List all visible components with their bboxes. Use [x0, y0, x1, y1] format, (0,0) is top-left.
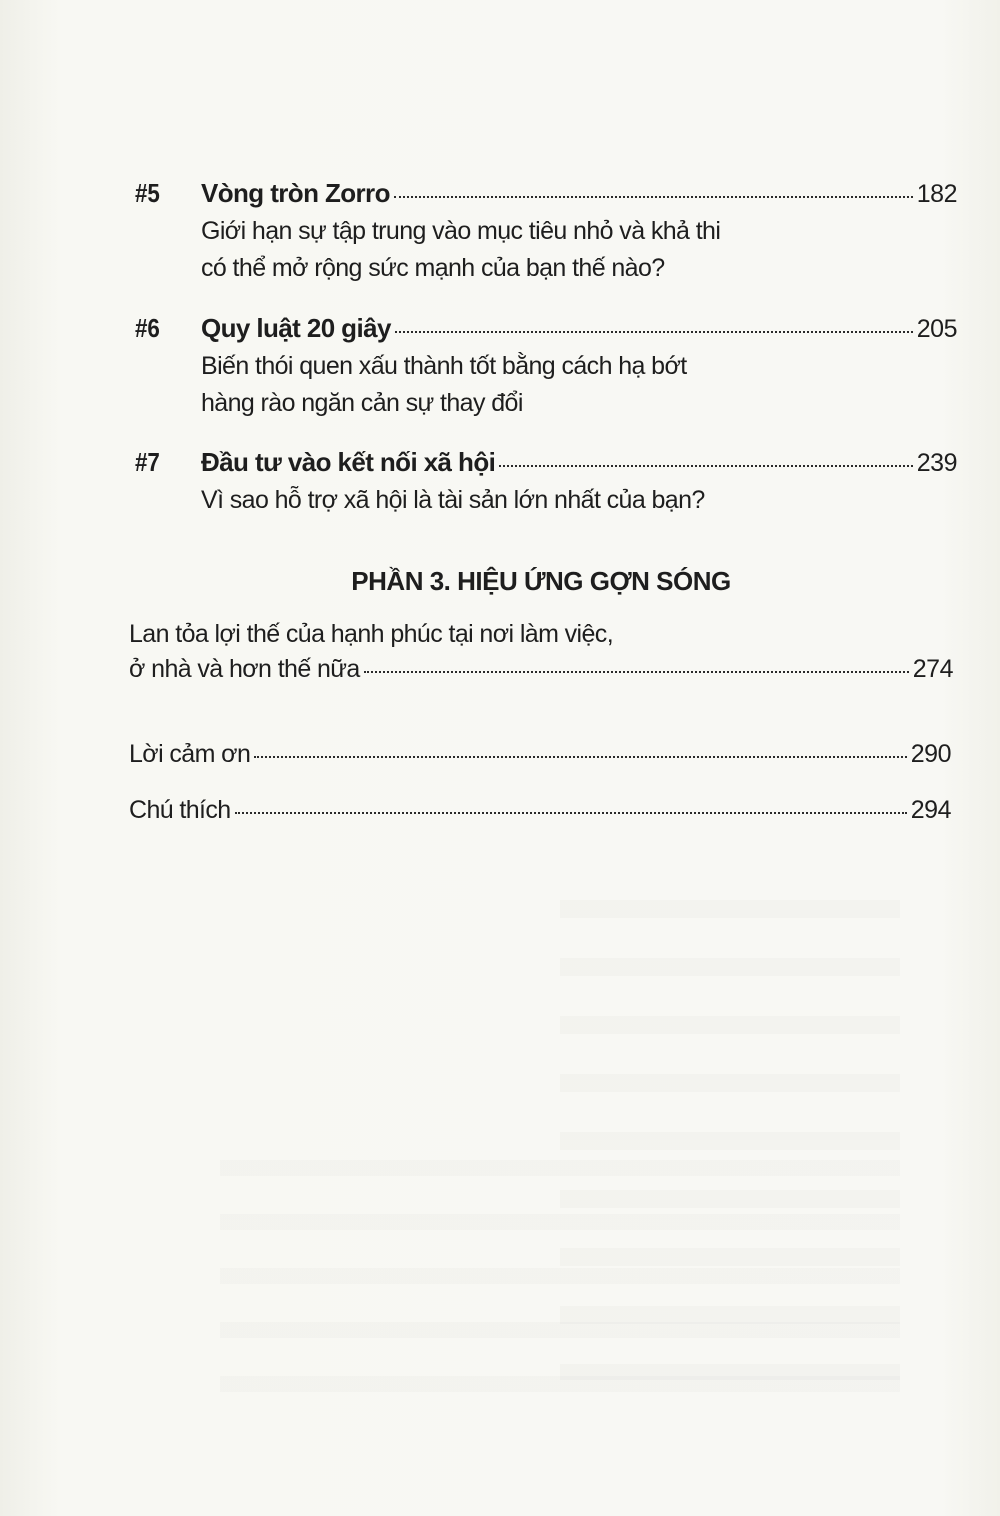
chapter-title: Đầu tư vào kết nối xã hội: [201, 447, 496, 477]
chapter-number: #7: [135, 447, 160, 477]
toc-entry-acknowledgements: [129, 740, 951, 769]
entry-title: Chú thích: [129, 796, 231, 824]
page-number: 182: [916, 180, 957, 208]
page-number: 294: [910, 796, 951, 824]
entry-title: Lời cảm ơn: [129, 740, 251, 768]
toc-entry-7: [135, 447, 957, 519]
dot-leader: [499, 465, 913, 467]
dot-leader: [395, 331, 913, 333]
toc-entry-5: [135, 178, 957, 287]
chapter-subtitle: [201, 482, 957, 519]
chapter-subtitle: [201, 213, 957, 287]
toc-entry-row: [135, 313, 957, 344]
chapter-title: Vòng tròn Zorro: [201, 178, 390, 208]
subtitle-line: Vì sao hỗ trợ xã hội là tài sản lớn nhất của bạn?: [201, 486, 705, 514]
subtitle-line: hàng rào ngăn cản sự thay đổi: [201, 389, 523, 417]
chapter-number: #5: [135, 178, 160, 208]
bleed-through-shadow: [220, 1160, 900, 1400]
dot-leader: [394, 196, 913, 198]
toc-entry-row: [135, 178, 957, 209]
chapter-number: #6: [135, 313, 160, 343]
dot-leader: [235, 812, 907, 814]
toc-entry-row: [129, 740, 951, 769]
toc-entry-6: [135, 313, 957, 422]
toc-entry-row: [129, 655, 953, 684]
toc-entry-row: [135, 447, 957, 478]
page-number: 290: [910, 740, 951, 768]
page-number: 274: [912, 655, 953, 683]
toc-entry-row: [129, 796, 951, 825]
part-3-heading: PHẦN 3. HIỆU ỨNG GỢN SÓNG: [351, 566, 731, 596]
part-3-title-line-1: Lan tỏa lợi thế của hạnh phúc tại nơi làm việc,: [129, 620, 614, 648]
dot-leader: [364, 671, 909, 673]
chapter-subtitle: [201, 348, 957, 422]
chapter-title: Quy luật 20 giây: [201, 313, 391, 343]
page-number: 239: [916, 449, 957, 477]
subtitle-line: Giới hạn sự tập trung vào mục tiêu nhỏ và khả thi: [201, 217, 721, 245]
subtitle-line: Biến thói quen xấu thành tốt bằng cách hạ bớt: [201, 352, 687, 380]
subtitle-line: có thể mở rộng sức mạnh của bạn thế nào?: [201, 254, 665, 282]
dot-leader: [254, 756, 907, 758]
page-number: 205: [916, 315, 957, 343]
toc-entry-part-3: [129, 620, 953, 684]
toc-entry-notes: [129, 796, 951, 825]
part-3-title-line-2: ở nhà và hơn thế nữa: [129, 655, 360, 683]
